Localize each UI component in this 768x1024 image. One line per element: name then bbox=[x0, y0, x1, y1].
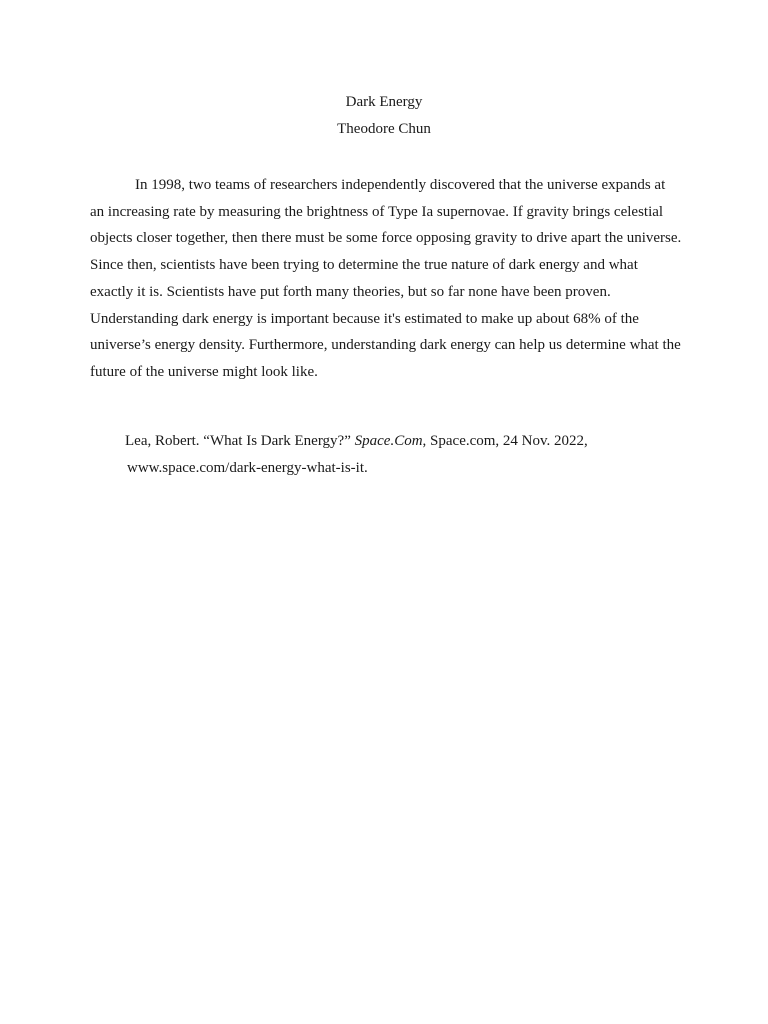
document-title: Dark Energy bbox=[345, 94, 423, 110]
document-author: Theodore Chun bbox=[337, 121, 431, 137]
citation-tail: , Space.com, 24 Nov. 2022, bbox=[422, 433, 588, 449]
citation-source: Space.Com bbox=[354, 433, 423, 449]
works-cited-entry bbox=[125, 428, 685, 481]
citation-url: www.space.com/dark-energy-what-is-it. bbox=[127, 459, 368, 476]
citation-lead: Lea, Robert. “What Is Dark Energy?” bbox=[125, 433, 355, 449]
body-paragraph: In 1998, two teams of researchers independently discovered that the universe expands at an increasing rate by measuring the brightness of Type Ia supernovae. If gravity brings celestial objects closer together, then there must be some force opposing gravity to drive apart the universe. Since then, scientists have been trying to determine the true nature of dark energy and what exactly it is. Scientists have put forth many theories, but so far none have been proven. Understanding dark energy is important because it's estimated to make up about 68% of the universe’s energy density. Furthermore, understanding dark energy can help us determine what the future of the universe might look like. bbox=[90, 177, 682, 380]
